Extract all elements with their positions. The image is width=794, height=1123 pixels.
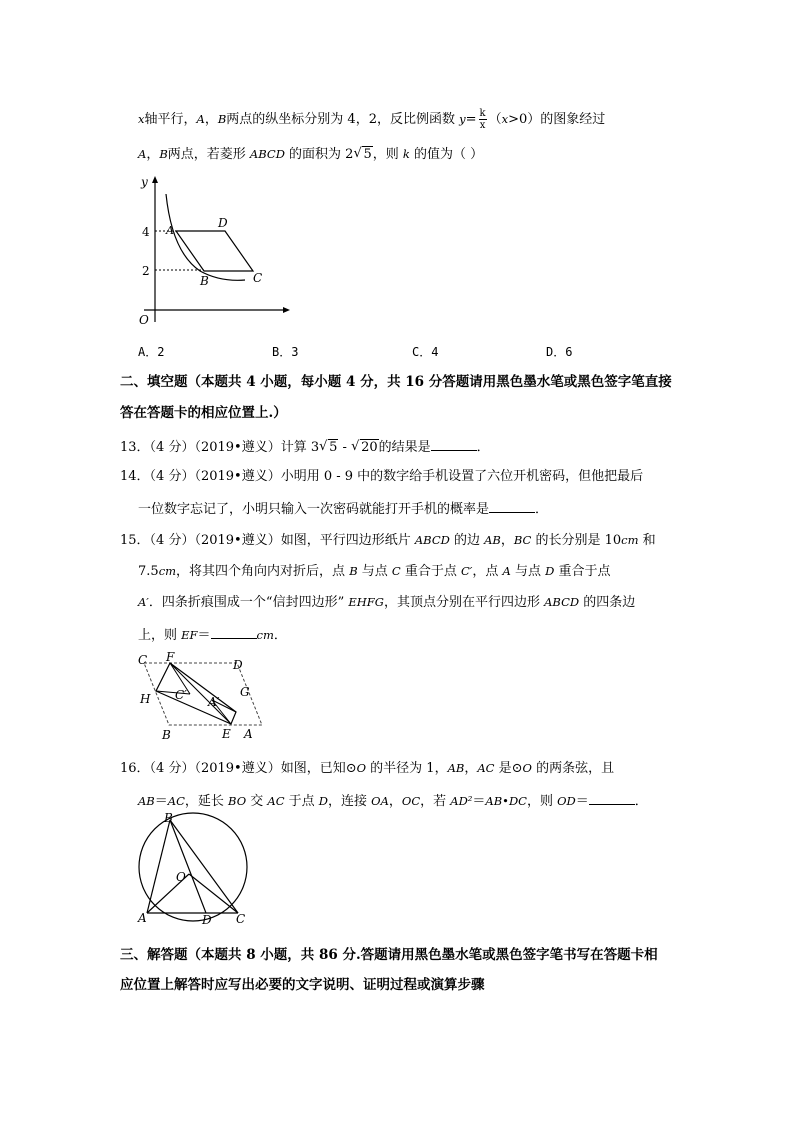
q15-text: 重合于点 xyxy=(554,564,611,579)
radicand: 20 xyxy=(361,440,378,455)
q12-figure xyxy=(130,172,300,332)
option-a: A．2 xyxy=(138,345,165,359)
option-b: B．3 xyxy=(272,345,299,359)
q15-text: EF xyxy=(181,628,198,642)
q15-text: cm xyxy=(256,628,274,642)
y-axis-arrow xyxy=(152,176,158,183)
q15-text: 15．（4 分）（2019•遵义）如图，平行四边形纸片 xyxy=(120,533,415,548)
q15-line-2 xyxy=(138,563,611,580)
q16-text: AB•DC xyxy=(485,794,527,808)
q15-line-1 xyxy=(120,532,656,549)
hyperbola-curve xyxy=(166,194,245,280)
q15-figure xyxy=(130,650,270,745)
q15-text: BC xyxy=(513,533,532,547)
q12-text: B xyxy=(217,112,227,126)
q16-text: ，延长 xyxy=(184,794,229,809)
label-a: A xyxy=(166,224,174,237)
q12-line-1 xyxy=(138,108,605,131)
q16-line-2 xyxy=(138,792,648,810)
q15-text: cm xyxy=(621,533,639,547)
x-axis-arrow xyxy=(283,307,290,313)
q16-text: OC xyxy=(401,794,421,808)
q16-text: AB xyxy=(138,794,155,808)
q12-text: >0）的图象经过 xyxy=(508,112,606,127)
label-4: 4 xyxy=(142,225,150,239)
q12-text: 轴平行， xyxy=(144,112,197,127)
line-bc xyxy=(170,820,238,913)
q15-text: EHFG xyxy=(348,595,384,609)
q12-text: ABCD xyxy=(249,147,285,161)
q16-text: O xyxy=(522,761,532,775)
answer-blank xyxy=(211,626,257,639)
label-e: E xyxy=(222,727,231,741)
q13-line xyxy=(120,438,490,456)
label-g: G xyxy=(240,685,250,699)
q12-text: k xyxy=(402,147,410,161)
q16-line-1 xyxy=(120,760,614,777)
q12-text: = xyxy=(465,112,477,127)
q15-text: cm xyxy=(158,564,177,578)
q15-text: C xyxy=(391,564,401,578)
q15-text: 7.5 xyxy=(138,564,159,579)
q16-text: ＝ xyxy=(472,794,486,809)
q16-text: OD xyxy=(557,794,576,808)
q12-text: x xyxy=(501,112,509,126)
q16-text: 交 xyxy=(246,794,268,809)
q15-text: B xyxy=(349,564,358,578)
label-d: D xyxy=(233,658,243,672)
q16-text: AB xyxy=(447,761,465,775)
q12-text: B xyxy=(159,147,168,161)
q15-text: ． xyxy=(273,628,287,643)
label-a-prime: A′ xyxy=(208,695,220,709)
option-c: C．4 xyxy=(412,345,439,359)
q14-line-2 xyxy=(138,500,548,518)
q16-text: AC xyxy=(477,761,495,775)
q16-text: ，则 xyxy=(526,794,558,809)
label-c-prime: C′ xyxy=(175,688,187,702)
q15-text: ABCD xyxy=(414,533,450,547)
q15-text: A xyxy=(502,564,511,578)
q15-text: ，将其四个角向内对折后，点 xyxy=(176,564,350,579)
fraction-numerator: k xyxy=(479,108,486,119)
q14-text: ． xyxy=(535,502,549,517)
answer-blank xyxy=(431,438,477,451)
k-over-x-fraction xyxy=(479,108,487,131)
q16-text: ． xyxy=(634,794,648,809)
q15-text: ，其顶点分别在平行四边形 xyxy=(383,595,545,610)
section-3-title: 三、解答题（本题共 8 小题，共 86 分.答题请用黑色墨水笔或黑色签字笔书写在答题卡相 xyxy=(120,947,658,963)
q15-line-3 xyxy=(138,594,635,611)
section-2-title-cont: 答在答题卡的相应位置上.） xyxy=(120,405,287,421)
sqrt-expression xyxy=(353,147,372,163)
q12-line-2 xyxy=(138,146,483,163)
q15-text: 的边 xyxy=(449,533,485,548)
q13-text: 13．（4 分）（2019•遵义）计算 3 xyxy=(120,440,320,455)
q15-text: AB xyxy=(484,533,501,547)
q15-text: 上，则 xyxy=(138,628,182,643)
q12-text: 的值为（ ） xyxy=(409,147,484,162)
q15-text: 和 xyxy=(638,533,656,548)
q15-text: D xyxy=(545,564,555,578)
label-c: C xyxy=(236,912,246,926)
q12-text: A xyxy=(138,147,147,161)
q16-text: O xyxy=(356,761,367,775)
q16-text: ＝ xyxy=(154,794,168,809)
q12-text: 两点，若菱形 xyxy=(167,147,250,162)
option-d: D．6 xyxy=(546,345,573,359)
sqrt-expression xyxy=(351,440,379,456)
q16-text: 于点 xyxy=(284,794,319,809)
q15-text: ．四条折痕围成一个“信封四边形” xyxy=(148,595,349,610)
section-3-title-cont: 应位置上解答时应写出必要的文字说明、证明过程或演算步骤 xyxy=(120,977,485,993)
q16-text: AD² xyxy=(450,794,473,808)
q15-text: 与点 xyxy=(357,564,392,579)
q13-text: - xyxy=(338,440,352,455)
radicand: 5 xyxy=(363,147,372,162)
q15-text: 与点 xyxy=(510,564,546,579)
sqrt-expression xyxy=(319,440,338,456)
q12-text: 两点的纵坐标分别为 4，2，反比例函数 xyxy=(226,112,460,127)
q16-text: 的半径为 1， xyxy=(366,761,448,776)
fraction-denominator: x xyxy=(479,120,486,131)
q15-line-4 xyxy=(138,626,287,644)
q16-text: BO xyxy=(228,794,247,808)
q16-text: ，连接 xyxy=(328,794,372,809)
label-c: C xyxy=(138,653,148,667)
q16-text: 是⊙ xyxy=(494,761,523,776)
q12-text: A xyxy=(196,112,205,126)
q12-text: 的面积为 2 xyxy=(284,147,354,162)
q16-figure xyxy=(130,812,255,927)
q16-text: ＝ xyxy=(575,794,589,809)
q16-text: ， xyxy=(388,794,402,809)
q14-line-1: 14．（4 分）（2019•遵义）小明用 0 - 9 中的数字给手机设置了六位开机密码，但他把最后 xyxy=(120,469,644,484)
q15-text: C′ xyxy=(460,564,473,578)
label-d: D xyxy=(202,913,212,927)
q16-text: OA xyxy=(371,794,389,808)
label-b: B xyxy=(162,728,171,742)
q15-text: 的四条边 xyxy=(579,595,636,610)
label-o: O xyxy=(176,870,186,884)
q16-text: AC xyxy=(167,794,185,808)
q15-text: 的长分别是 10 xyxy=(531,533,622,548)
radicand: 5 xyxy=(329,440,338,455)
label-a: A xyxy=(244,727,253,741)
q12-text: x xyxy=(138,112,145,126)
label-b: B xyxy=(164,812,173,825)
q13-text: ． xyxy=(476,440,490,455)
label-a: A xyxy=(138,911,147,925)
q16-text: ，若 xyxy=(420,794,451,809)
section-2-title: 二、填空题（本题共 4 小题，每小题 4 分，共 16 分答题请用黑色墨水笔或黑色签字笔直接 xyxy=(120,374,672,390)
label-2: 2 xyxy=(142,264,150,278)
label-y: y xyxy=(141,175,148,189)
answer-blank xyxy=(489,500,535,513)
q15-text: ＝ xyxy=(197,628,211,643)
label-o: O xyxy=(139,313,149,327)
q12-text: ， xyxy=(204,112,218,127)
line-bd xyxy=(170,820,206,913)
q12-text: （ xyxy=(488,112,502,127)
q13-text: 的结果是 xyxy=(378,440,431,455)
rhombus-abcd xyxy=(176,231,253,271)
q12-text: ， xyxy=(146,147,160,162)
label-c: C xyxy=(253,271,263,285)
q15-text: ， xyxy=(500,533,514,548)
q14-text: 一位数字忘记了，小明只输入一次密码就能打开手机的概率是 xyxy=(138,502,490,517)
q16-text: 16．（4 分）（2019•遵义）如图，已知⊙ xyxy=(120,761,357,776)
label-h: H xyxy=(140,692,151,706)
label-d: D xyxy=(218,216,228,230)
q15-text: 重合于点 xyxy=(400,564,461,579)
label-f: F xyxy=(166,650,175,664)
q16-text: ， xyxy=(464,761,478,776)
q12-text: ，则 xyxy=(372,147,403,162)
q16-text: AC xyxy=(267,794,285,808)
label-b: B xyxy=(200,274,209,288)
q15-text: ABCD xyxy=(544,595,580,609)
q12-text: y xyxy=(459,112,466,126)
q15-text: ，点 xyxy=(472,564,503,579)
answer-blank xyxy=(589,792,635,805)
q15-text: A′ xyxy=(138,595,149,609)
q16-text: D xyxy=(318,794,328,808)
q16-text: 的两条弦，且 xyxy=(531,761,615,776)
